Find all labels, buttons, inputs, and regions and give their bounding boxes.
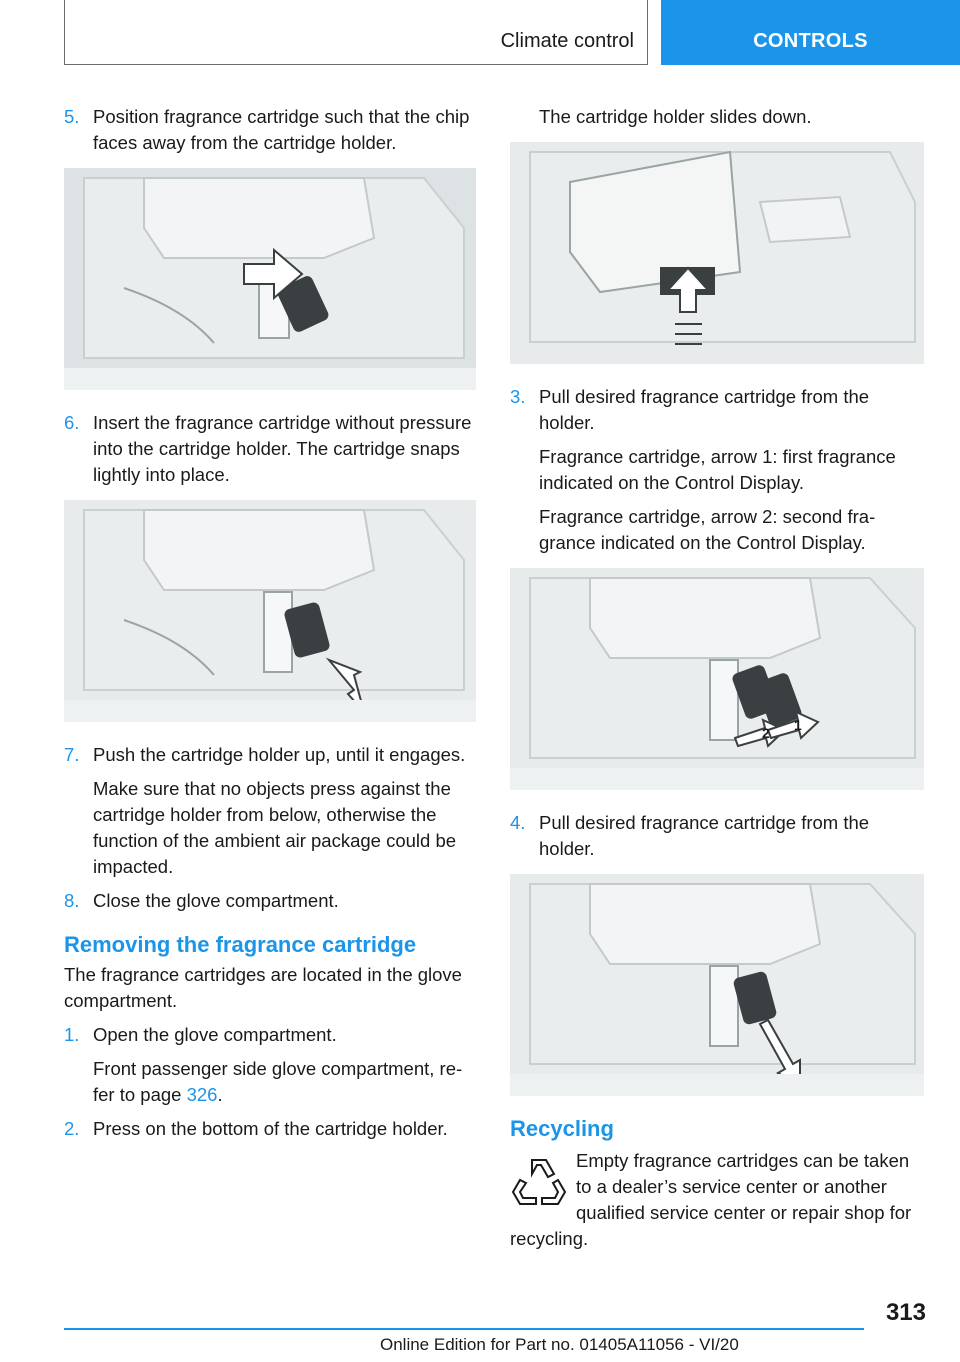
step-7-note: Make sure that no objects press against the cartridge holder from below, otherwise the function of the ambient air package could be impacted. [93, 778, 457, 877]
step-number: 4. [510, 812, 526, 833]
figure-label-1: 1 [794, 717, 802, 733]
section-title-recycling: Recycling [510, 1116, 614, 1141]
removal-step-2 [64, 1116, 476, 1142]
illustration-holder-down [510, 142, 924, 364]
step-number: 2. [64, 1118, 80, 1139]
step-text: Position fragrance cartridge such that the chip faces away from the cartridge holder. [93, 106, 470, 153]
step-text: Pull desired fragrance cartridge from the holder. [539, 386, 870, 433]
recycling-icon [510, 1154, 568, 1210]
illustration-glovebox-insert [64, 500, 476, 722]
removal-step-3-note-2: Fragrance cartridge, arrow 2: second fragrance indicated on the Control Display. [539, 506, 876, 553]
section-title-removing: Removing the fragrance cartridge [64, 932, 417, 957]
note-text: Front passenger side glove compartment, refer to page [93, 1058, 463, 1105]
step-text: Close the glove compartment. [93, 890, 339, 911]
removal-step-1-note [64, 1056, 476, 1108]
step-number: 6. [64, 412, 80, 433]
figure-insert-cartridge [64, 500, 476, 722]
footer-edition: Online Edition for Part no. 01405A11056 - VI/20 [380, 1335, 739, 1354]
step-number: 3. [510, 386, 526, 407]
left-column [64, 104, 476, 1150]
illustration-pull-cartridge [510, 874, 924, 1096]
step-8 [64, 888, 476, 914]
header-chapter-label: CONTROLS [753, 30, 868, 52]
removal-step-3-note-1: Fragrance cartridge, arrow 1: first fragrance indicated on the Control Display. [539, 446, 896, 493]
step-7 [64, 742, 476, 768]
figure-holder-slides-down [510, 142, 924, 364]
figure-pull-cartridge [510, 874, 924, 1096]
figure-label-2: 2 [762, 725, 770, 741]
step-number: 8. [64, 890, 80, 911]
removal-step-1 [64, 1022, 476, 1048]
step-5 [64, 104, 476, 156]
illustration-two-cartridges [510, 568, 924, 790]
step-text: Push the cartridge holder up, until it engages. [93, 744, 466, 765]
slide-down-note: The cartridge holder slides down. [539, 106, 812, 127]
illustration-glovebox-position [64, 168, 476, 390]
removal-step-3 [510, 384, 924, 436]
step-number: 5. [64, 106, 80, 127]
removing-intro: The fragrance cartridges are located in the glove compartment. [64, 964, 462, 1011]
note-text-end: . [217, 1084, 223, 1105]
header-chapter-tab[interactable] [661, 0, 960, 65]
header-section-title: Climate control [500, 30, 634, 52]
right-column [510, 104, 924, 1252]
recycling-text: Empty fragrance cartridges can be taken to a dealer’s service center or another qualified service center or repair shop for recycling. [510, 1150, 912, 1249]
removal-step-4 [510, 810, 924, 862]
step-6 [64, 410, 476, 488]
step-text: Press on the bottom of the cartridge holder. [93, 1118, 448, 1139]
step-text: Open the glove compartment. [93, 1024, 337, 1045]
page-number: 313 [885, 1299, 926, 1326]
footer-divider [64, 1328, 864, 1330]
step-number: 7. [64, 744, 80, 765]
step-text: Insert the fragrance cartridge without pressure into the cartridge holder. The cartridge snaps lightly into place. [93, 412, 472, 485]
step-number: 1. [64, 1024, 80, 1045]
page-reference-link[interactable]: 326 [186, 1084, 218, 1105]
recycling-block [510, 1148, 924, 1252]
step-text: Pull desired fragrance cartridge from the holder. [539, 812, 870, 859]
figure-position-cartridge [64, 168, 476, 390]
figure-select-cartridge [510, 568, 924, 790]
